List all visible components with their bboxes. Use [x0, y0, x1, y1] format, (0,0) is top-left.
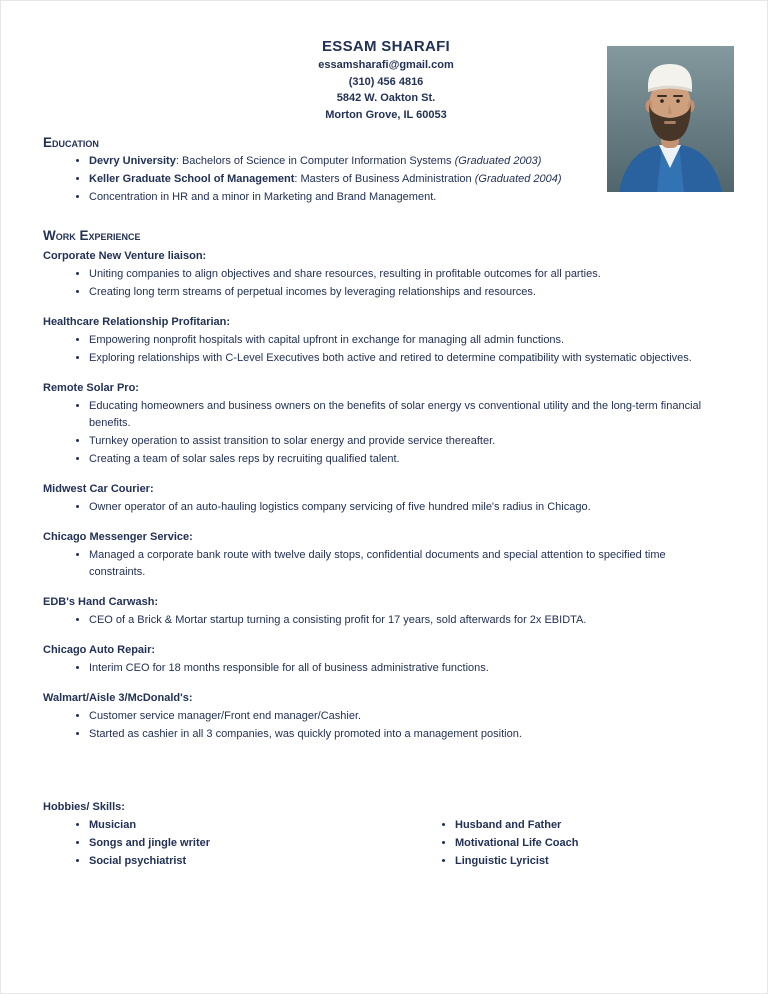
graduation-year: (Graduated 2003) [454, 155, 542, 167]
job-bullets [43, 332, 729, 367]
hobbies-skills-heading: Hobbies/ Skills: [43, 801, 125, 813]
job-bullet: • Exploring relationships with C-Level Executives both active and retired to determine compatibility with systematic objectives. [89, 350, 729, 367]
hobby-item: • Husband and Father [455, 817, 729, 834]
email: essamsharafi@gmail.com [318, 59, 454, 71]
hobbies-column-right [431, 817, 729, 871]
hobby-item: • Musician [89, 817, 431, 834]
job-title-chicago-auto-repair: Chicago Auto Repair: [43, 644, 156, 656]
job-bullet: • Creating long term streams of perpetual incomes by leveraging relationships and resources. [89, 284, 729, 301]
job-bullets [43, 708, 729, 743]
concentration-text: Concentration in HR and a minor in Marketing and Brand Management. [89, 191, 437, 203]
job-bullet: • Uniting companies to align objectives and share resources, resulting in profitable outcomes for all parties. [89, 266, 729, 283]
job-bullet: • Turnkey operation to assist transition to solar energy and provide service thereafter. [89, 433, 729, 450]
job-bullet: • Customer service manager/Front end manager/Cashier. [89, 708, 729, 725]
job-bullet: • Managed a corporate bank route with twelve daily stops, confidential documents and special attention to specified time constraints. [89, 547, 729, 581]
job-bullet: • Educating homeowners and business owners on the benefits of solar energy vs conventional utility and the long-term financial benefits. [89, 398, 729, 432]
degree-text: : Masters of Business Administration [294, 173, 475, 185]
job-bullets [43, 499, 729, 516]
job-title-midwest-car-courier: Midwest Car Courier: [43, 483, 154, 495]
phone: (310) 456 4816 [348, 75, 424, 88]
job-title-edbs-hand-carwash: EDB's Hand Carwash: [43, 596, 159, 608]
school-name: Keller Graduate School of Management [89, 173, 295, 185]
candidate-name: ESSAM SHARAFI [321, 38, 451, 55]
degree-text: : Bachelors of Science in Computer Information Systems [175, 155, 455, 167]
job-title-healthcare-relationship: Healthcare Relationship Profitarian: [43, 316, 231, 328]
profile-photo [607, 46, 734, 192]
portrait-illustration-icon [607, 46, 734, 192]
hobbies-column-left [43, 817, 431, 871]
job-bullet: • Owner operator of an auto-hauling logistics company servicing of five hundred mile's radius in Chicago. [89, 499, 729, 516]
job-bullet: • Interim CEO for 18 months responsible for all of business administrative functions. [89, 660, 729, 677]
job-title-corporate-new-venture: Corporate New Venture liaison: [43, 250, 207, 262]
work-experience-heading: Work Experience [43, 228, 141, 243]
hobbies-list-left [43, 817, 431, 870]
address-line-2: Morton Grove, IL 60053 [325, 108, 447, 121]
job-bullet: • Creating a team of solar sales reps by recruiting qualified talent. [89, 451, 729, 468]
job-bullets [43, 266, 729, 301]
job-title-walmart-aisle3-mcdonalds: Walmart/Aisle 3/McDonald's: [43, 692, 193, 704]
hobbies-list-right [431, 817, 729, 870]
hobby-item: • Linguistic Lyricist [455, 853, 729, 870]
school-name: Devry University [89, 155, 176, 167]
job-bullets [43, 612, 729, 629]
job-bullets [43, 660, 729, 677]
job-title-remote-solar-pro: Remote Solar Pro: [43, 382, 139, 394]
hobby-item: • Social psychiatrist [89, 853, 431, 870]
job-title-chicago-messenger: Chicago Messenger Service: [43, 531, 193, 543]
hobbies-columns [43, 817, 729, 871]
job-bullets [43, 547, 729, 581]
job-bullet: • Started as cashier in all 3 companies, was quickly promoted into a management position. [89, 726, 729, 743]
job-bullet: • CEO of a Brick & Mortar startup turning a consisting profit for 17 years, sold afterwards for 2x EBIDTA. [89, 612, 729, 629]
address-line-1: 5842 W. Oakton St. [336, 92, 436, 104]
education-heading: Education [43, 135, 99, 150]
hobby-item: • Songs and jingle writer [89, 835, 431, 852]
graduation-year: (Graduated 2004) [474, 173, 562, 185]
job-bullet: • Empowering nonprofit hospitals with capital upfront in exchange for managing all admin functions. [89, 332, 729, 349]
hobby-item: • Motivational Life Coach [455, 835, 729, 852]
job-bullets [43, 398, 729, 468]
